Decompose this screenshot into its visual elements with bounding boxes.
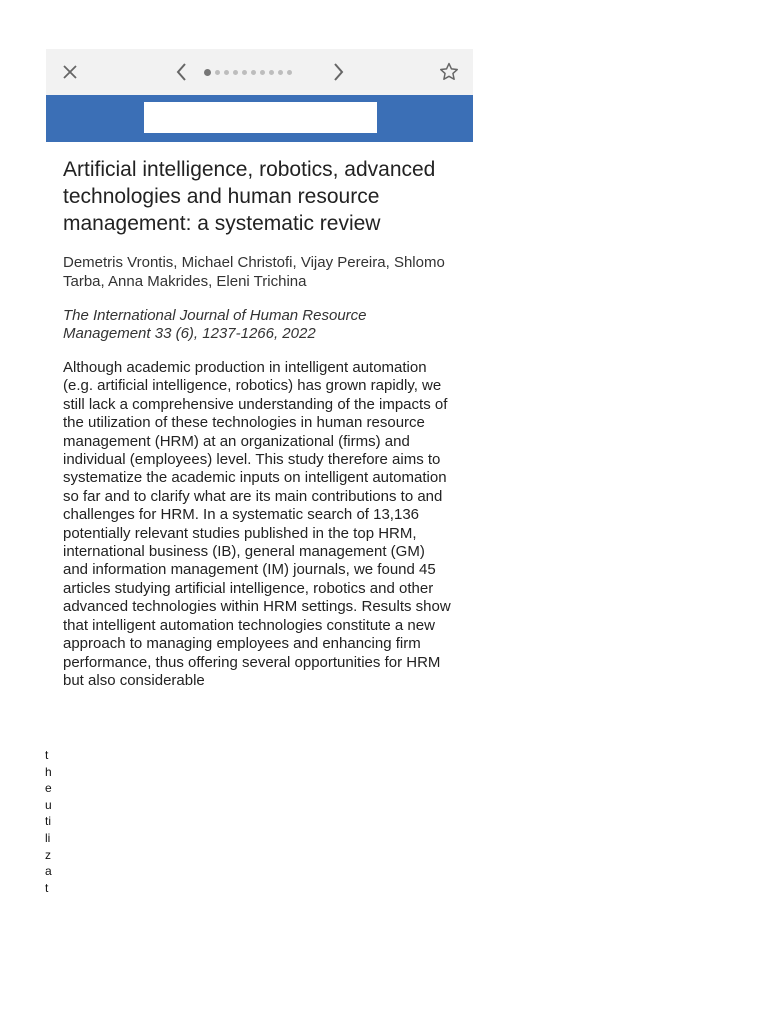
star-outline-icon xyxy=(438,61,460,83)
page-dot[interactable] xyxy=(242,70,247,75)
page-dot[interactable] xyxy=(204,69,211,76)
search-input[interactable] xyxy=(144,102,377,133)
overflow-text: theutilizat xyxy=(45,748,52,895)
close-icon xyxy=(61,63,79,81)
preview-toolbar xyxy=(46,49,473,95)
article-content xyxy=(46,142,473,690)
article-venue: The International Journal of Human Resource Management 33 (6), 1237-1266, 2022 xyxy=(63,307,367,342)
page-dot[interactable] xyxy=(287,70,292,75)
search-bar xyxy=(46,95,473,142)
chevron-left-icon xyxy=(175,62,189,82)
save-star-button[interactable] xyxy=(429,49,469,95)
page-dot[interactable] xyxy=(260,70,265,75)
previous-button[interactable] xyxy=(162,49,202,95)
next-button[interactable] xyxy=(318,49,358,95)
close-button[interactable] xyxy=(50,49,90,95)
chevron-right-icon xyxy=(331,62,345,82)
page-indicator xyxy=(204,49,316,95)
page-dot[interactable] xyxy=(215,70,220,75)
article-abstract: Although academic production in intelligent automation (e.g. artificial intelligence, robotics) has grown rapidly, we still lack a comprehensive understanding of the impacts of the utilization of these technologies in human resource management (HRM) at an organizational (firms) and individual (employees) level. This study therefore aims to systematize the academic inputs on intelligent automation so far and to clarify what are its main contributions to and challenges for HRM. In a systematic search of 13,136 potentially relevant studies published in the top HRM, international business (IB), general management (GM) and information management (IM) journals, we found 45 articles studying artificial intelligence, robotics and other advanced technologies within HRM settings. Results show that intelligent automation technologies constitute a new approach to managing employees and enhancing firm performance, thus offering several opportunities for HRM but also considerable xyxy=(63,359,451,689)
page-dot[interactable] xyxy=(278,70,283,75)
article-authors: Demetris Vrontis, Michael Christofi, Vijay Pereira, Shlomo Tarba, Anna Makrides, Eleni Trichina xyxy=(63,254,445,290)
article-title[interactable]: Artificial intelligence, robotics, advanced technologies and human resource management: a systematic review xyxy=(63,158,436,235)
page-dot[interactable] xyxy=(233,70,238,75)
page-dot[interactable] xyxy=(251,70,256,75)
page-dot[interactable] xyxy=(269,70,274,75)
scholar-preview-card xyxy=(46,49,473,749)
page-dot[interactable] xyxy=(224,70,229,75)
